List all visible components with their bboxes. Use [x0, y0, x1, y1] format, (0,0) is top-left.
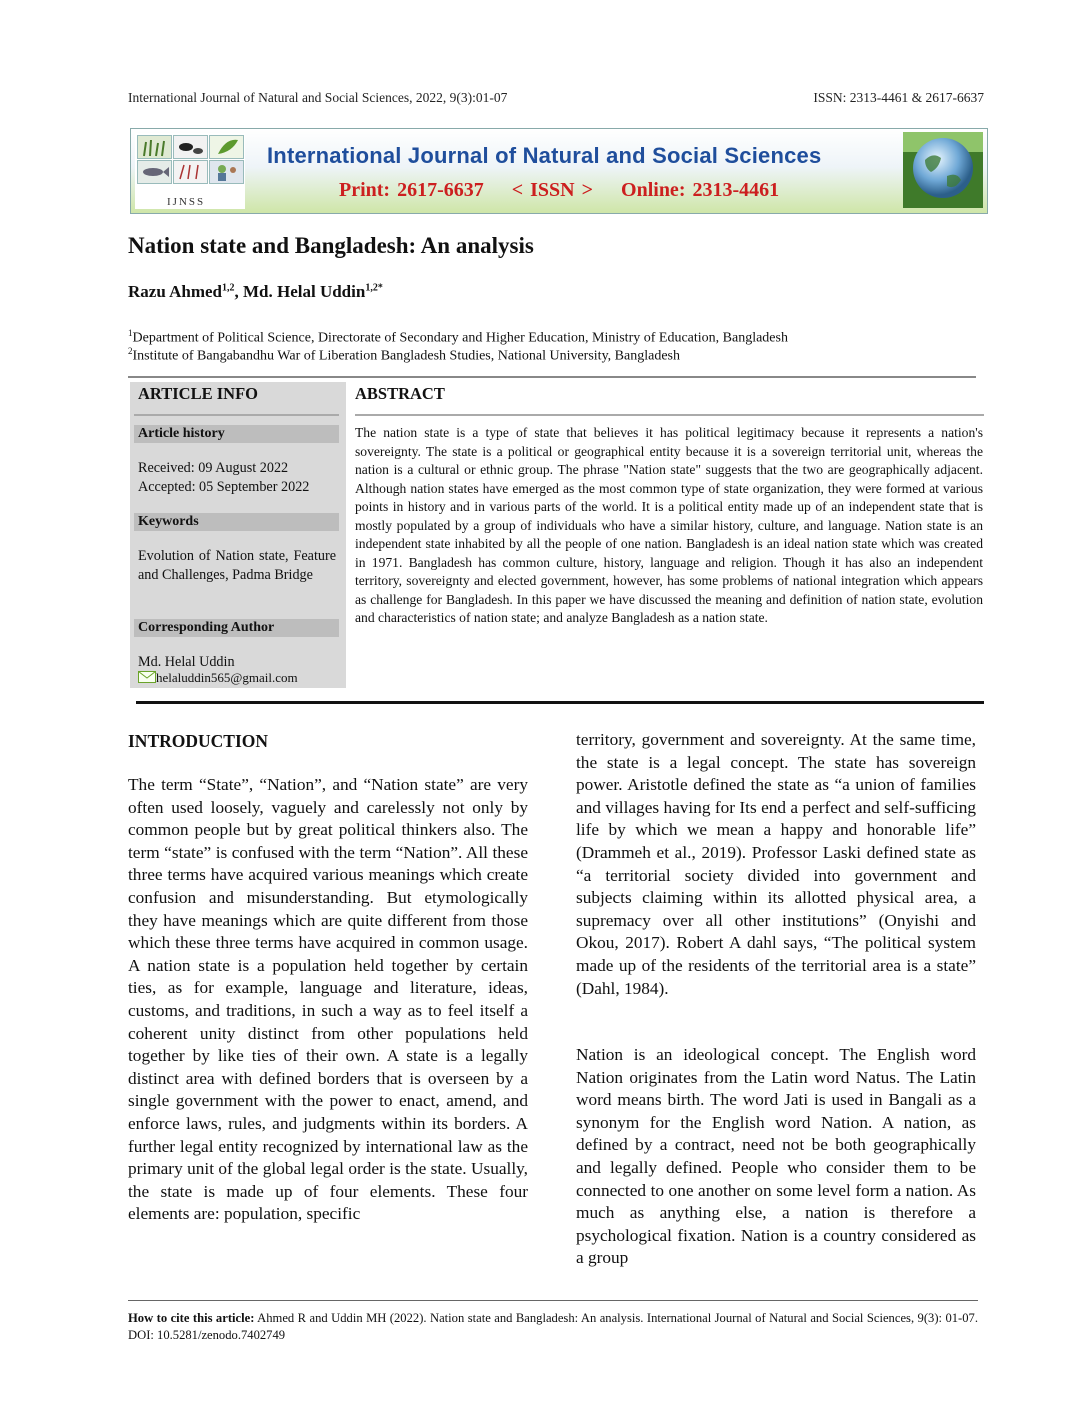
plants-icon: [137, 135, 172, 159]
intro-right-paragraph-2: Nation is an ideological concept. The English word Nation originates from the Latin word Natus. The Latin word means birth. The word Jati is used in Bangali as a synonym for the English word Nation. A nation, as defined by a contract, need not be both geographically and legally defined. People who consider them to be connected to one another on some level form a nation. As much as anything else, a nation is therefore a psychological fixation. Nation is a country considered as a group: [576, 1045, 976, 1268]
citation-text: Ahmed R and Uddin MH (2022). Nation state and Bangladesh: An analysis. International Journal of Natural and Social Sciences, 9(3): 01-07. DOI: 10.5281/zenodo.7402749: [128, 1311, 978, 1342]
author-name: Razu Ahmed: [128, 282, 222, 301]
banner-image-collage: [135, 133, 245, 209]
article-info-divider: [134, 414, 339, 416]
author-name: Md. Helal Uddin: [242, 282, 366, 301]
email-icon: [138, 671, 156, 683]
running-header-journal: International Journal of Natural and Social Sciences, 2022, 9(3):01-07: [128, 90, 508, 105]
corresponding-email-row: [138, 670, 298, 686]
citation-footer: [128, 1310, 978, 1344]
banner-logo-text: IJNSS: [167, 196, 206, 208]
running-header-issn: ISSN: 2313-4461 & 2617-6637: [813, 90, 984, 105]
author-affiliation-mark: 1,2: [221, 282, 235, 294]
lab-icon: [173, 160, 208, 184]
keywords-label: Keywords: [134, 513, 339, 531]
corresponding-author-label: Corresponding Author: [134, 619, 339, 637]
affiliation-text: Department of Political Science, Directorate of Secondary and Higher Education, Ministry of Education, Bangladesh: [132, 330, 788, 346]
received-date: Received: 09 August 2022: [138, 460, 289, 476]
affiliation-1: [128, 328, 788, 347]
leaf-icon: [209, 135, 244, 159]
intro-right-paragraph-1: territory, government and sovereignty. At the same time, the state is a legal concept. The state has sovereign power. Aristotle defined the state as “a union of families and villages having for Its end a perfect and self-sufficing life by which we mean a happy and honorable life” (Drammeh et al., 2019). Professor Laski defined state as “a territorial society divided into government and subjects claiming within its allotted physical area, a supremacy over all other institutions” (Onyishi and Okou, 2017). Robert A dahl says, “The political system made up of the residents of the territorial area is a state” (Dahl, 1984).: [576, 730, 976, 998]
abstract-text: The nation state is a type of state that believes it has political legitimacy because it represents a nation's sovereignty. The state is a political or geographical entity because it is a sovereign territorial unit, whereas the nation is a cultural or ethnic group. The phrase "Nation state" suggests that the two are geographically adjacent. Although nation states have emerged as the most common type of state organization, they were formed at various points in history and in various parts of the world. It is a political entity made up of an independent state that is mostly populated by a group of individuals who have a similar history, culture, and language. Nation state is an independent state inhabited by all the people of one nation. Bangladesh is an ideal nation state which was created in 1971. Bangladesh has common culture, history, language and religion. Though it has also an independent territory, sovereignty and elected government, however, has some problems of national integration which appears as challenge for Bangladesh. In this paper we have discussed the meaning and definition of nation state, evolution and characteristics of nation state; and analyze Bangladesh as a nation state.: [355, 425, 983, 625]
keywords-text: Evolution of Nation state, Feature and Challenges, Padma Bridge: [138, 548, 336, 583]
affiliation-2: [128, 346, 680, 365]
journal-banner: [130, 128, 988, 214]
abstract-divider: [355, 414, 984, 416]
citation-label: How to cite this article:: [128, 1311, 255, 1325]
section-divider: [136, 701, 984, 704]
people-icon: [209, 160, 244, 184]
affiliation-text: Institute of Bangabandhu War of Liberation Bangladesh Studies, National University, Bangladesh: [132, 348, 680, 364]
author-list: [128, 282, 383, 302]
article-info-heading: ARTICLE INFO: [138, 384, 258, 403]
corresponding-email-link[interactable]: helaluddin565@gmail.com: [156, 670, 298, 685]
affiliation-number: 2: [128, 346, 133, 356]
fish-icon: [137, 160, 172, 184]
intro-left-paragraph: The term “State”, “Nation”, and “Nation state” are very often used loosely, vaguely and carelessly not only by common people but by great political thinkers also. The term “state” is confused with the term “Nation”. All these three terms have acquired various meanings which create confusion and misunderstanding. But etymologically they have meanings which are quite different from those which these three terms have acquired in common usage. A nation state is a population held together by certain ties, as for example, language and literature, ideas, customs, and traditions, in such a way as to feel itself a coherent unity distinct from other populations held together by like ties of their own. A state is a legally distinct area with defined borders that is overseen by a single government with the power to enact, amend, and enforce laws, rules, and judgments within its borders. A further legal entity recognized by international law as the primary unit of the global legal order is the state. Usually, the state is made up of four elements. These four elements are: population, specific: [128, 775, 528, 1224]
affiliation-number: 1: [128, 328, 133, 338]
banner-journal-name: International Journal of Natural and Social Sciences: [267, 143, 822, 168]
header-divider: [128, 376, 976, 378]
introduction-heading: INTRODUCTION: [128, 731, 269, 751]
abstract-heading: ABSTRACT: [355, 384, 445, 403]
globe-icon: [903, 132, 983, 208]
accepted-date: Accepted: 05 September 2022: [138, 479, 310, 495]
author-affiliation-mark: 1,2*: [365, 282, 383, 294]
corresponding-author-name: Md. Helal Uddin: [138, 654, 235, 670]
article-title: Nation state and Bangladesh: An analysis: [128, 233, 534, 258]
animals-icon: [173, 135, 208, 159]
banner-issn-line: Print: 2617-6637 < ISSN > Online: 2313-4461: [339, 179, 780, 201]
author-separator: ,: [234, 282, 243, 301]
footer-divider: [128, 1300, 978, 1301]
article-history-label: Article history: [134, 425, 339, 443]
